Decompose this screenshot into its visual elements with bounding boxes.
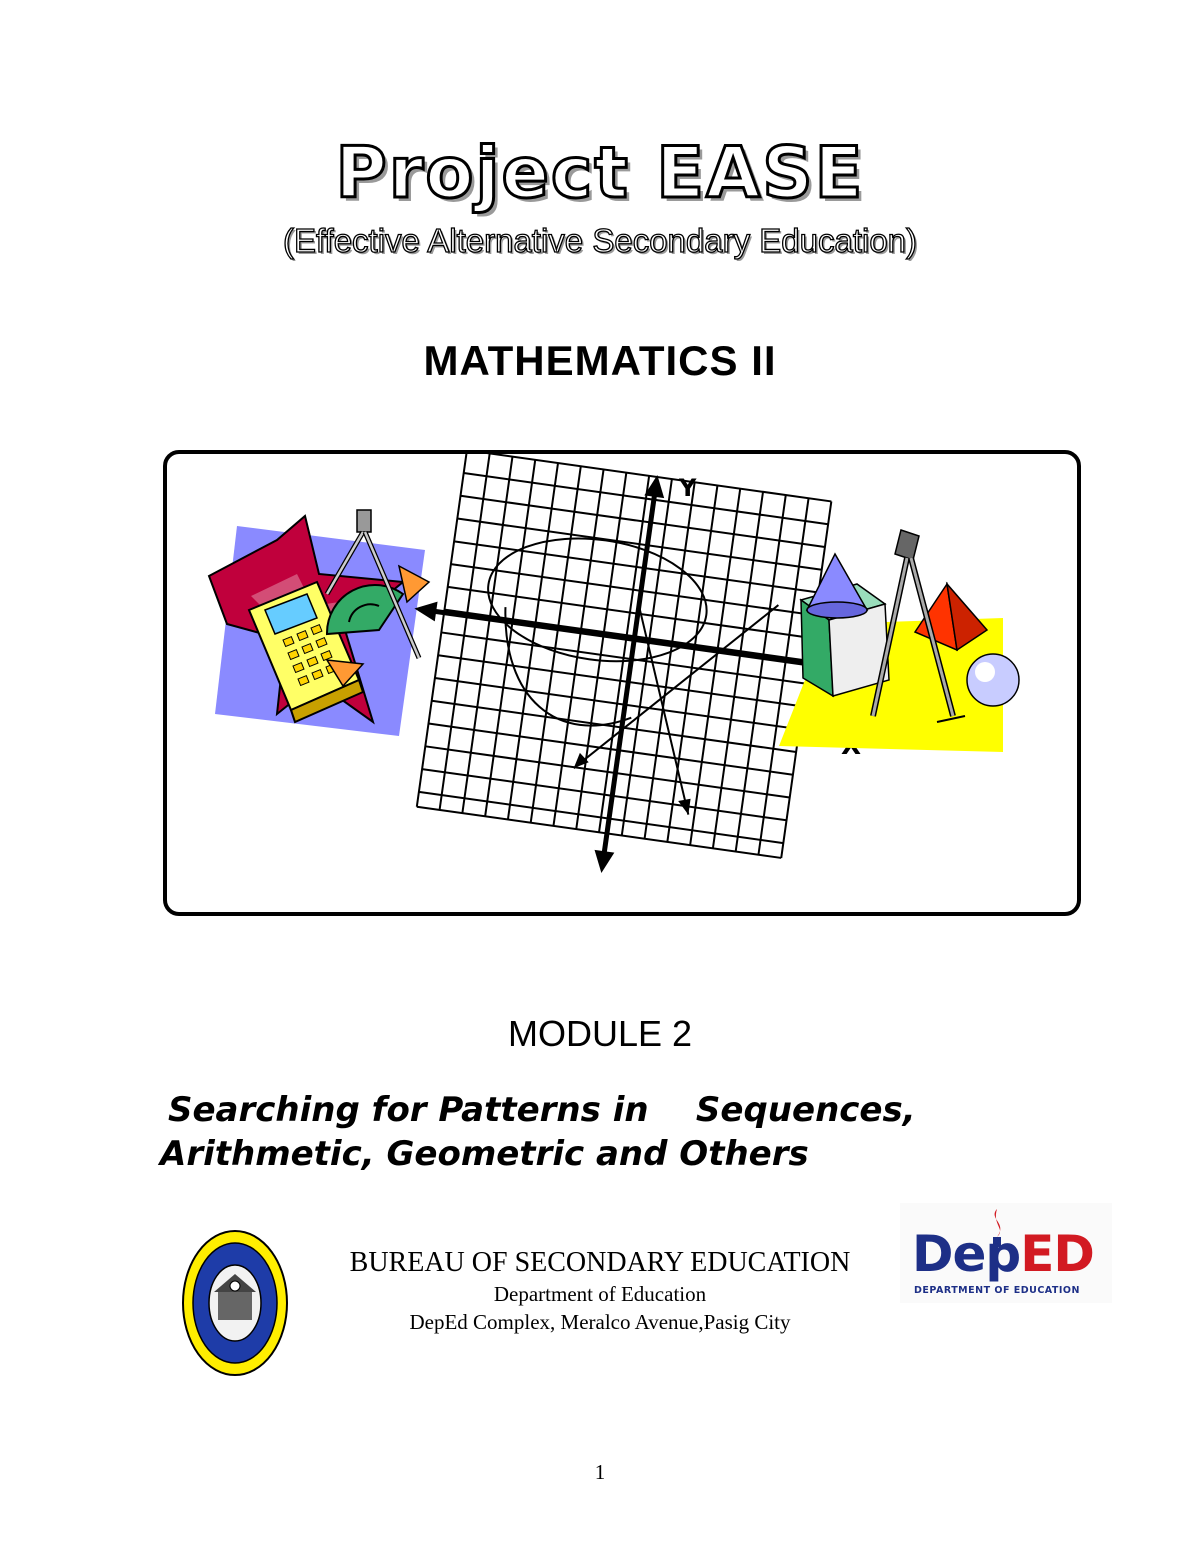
project-subtitle: (Effective Alternative Secondary Education) <box>282 222 918 259</box>
bureau-name: BUREAU OF SECONDARY EDUCATION <box>349 1247 851 1278</box>
topic-line-2: Arithmetic, Geometric and Others <box>160 1134 809 1174</box>
deped-subtext: DEPARTMENT OF EDUCATION <box>914 1285 1080 1296</box>
subject-title: MATHEMATICS II <box>423 337 777 384</box>
module-topic <box>160 1088 1060 1176</box>
bureau-seal-logo <box>180 1228 290 1378</box>
math-clipart <box>167 454 1077 912</box>
cover-illustration-frame <box>163 450 1081 916</box>
topic-line-1: Searching for Patterns in Sequences, <box>168 1090 916 1130</box>
page-number: 1 <box>594 1460 606 1484</box>
deped-logo <box>900 1203 1112 1303</box>
bureau-info <box>295 1246 905 1336</box>
project-title: Project EASE <box>335 132 865 214</box>
y-axis-label: Y <box>679 474 697 502</box>
department-address: DepEd Complex, Meralco Avenue,Pasig City <box>409 1310 791 1334</box>
sphere-icon <box>967 654 1019 706</box>
deped-wordmark: DepED <box>912 1225 1094 1283</box>
module-label: MODULE 2 <box>507 1013 693 1054</box>
department-name: Department of Education <box>493 1282 707 1306</box>
